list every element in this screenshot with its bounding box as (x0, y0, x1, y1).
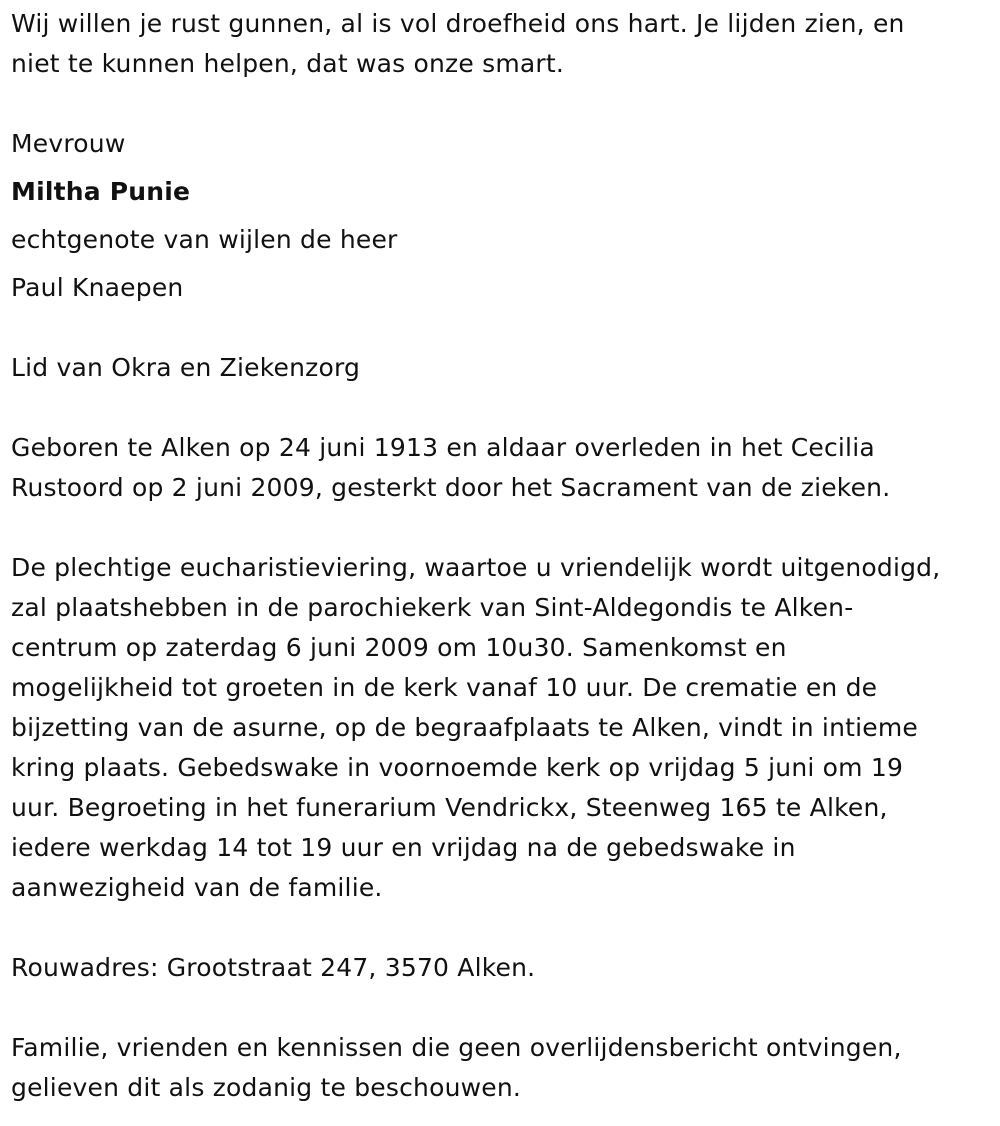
ceremony-paragraph: De plechtige eucharistieviering, waartoe u vriendelijk wordt uitgenodigd, zal plaatshebben in de parochiekerk van Sint-Aldegondis te Alken- centrum op zaterdag 6 juni 2009 om 10u30. Samenkomst en mogelijkheid tot groeten in de kerk vanaf 10 uur. De crematie en de bijzetting van de asurne, op de begraafplaats te Alken, vindt in intieme kring plaats. Gebedswake in voornoemde kerk op vrijdag 5 juni om 19 uur. Begroeting in het funerarium Vendrickx, Steenweg 165 te Alken, iedere werkdag 14 tot 19 uur en vrijdag na de gebedswake in aanwezigheid van de familie. (11, 553, 941, 902)
birth-death-paragraph: Geboren te Alken op 24 juni 1913 en aldaar overleden in het Cecilia Rustoord op 2 juni 2009, gesterkt door het Sacrament van de zieken. (11, 433, 891, 502)
closing-paragraph: Familie, vrienden en kennissen die geen overlijdensbericht ontvingen, gelieven dit als zodanig te beschouwen. (11, 1033, 902, 1102)
salutation: Mevrouw (11, 129, 126, 158)
spacer (11, 308, 991, 348)
mourning-address: Rouwadres: Grootstraat 247, 3570 Alken. (11, 953, 536, 982)
relation-line: echtgenote van wijlen de heer (11, 225, 398, 254)
spacer (11, 988, 991, 1028)
spacer (11, 388, 991, 428)
spouse-name: Paul Knaepen (11, 273, 184, 302)
opening-verse: Wij willen je rust gunnen, al is vol droefheid ons hart. Je lijden zien, en niet te kunnen helpen, dat was onze smart. (11, 9, 905, 78)
spacer (11, 508, 991, 548)
obituary-notice (11, 4, 991, 1108)
spacer (11, 84, 991, 124)
membership-line: Lid van Okra en Ziekenzorg (11, 353, 361, 382)
deceased-name: Miltha Punie (11, 177, 191, 206)
spacer (11, 908, 991, 948)
